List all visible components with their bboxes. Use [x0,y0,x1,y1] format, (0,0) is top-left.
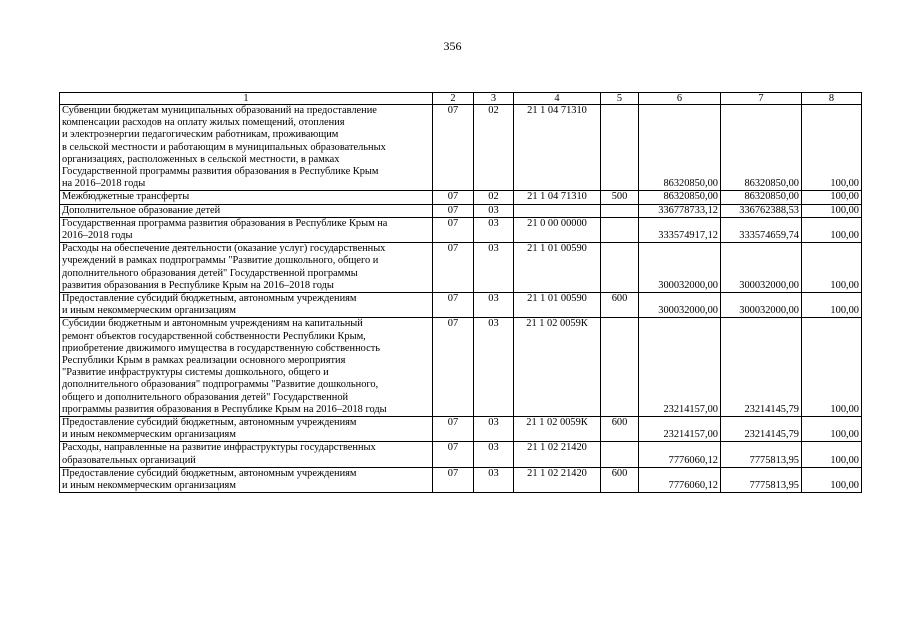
row-percent: 100,00 [802,191,862,204]
row-percent: 100,00 [802,243,862,293]
row-percent: 100,00 [802,204,862,217]
row-expense-type [601,243,639,293]
row-expense-type [601,442,639,467]
row-expense-type [601,204,639,217]
row-name: Субвенции бюджетам муниципальных образований на предоставление компенсации расходов на оплату жилых помещений, отопления и электроэнергии педагогическим работникам, проживающим в сельской местности и работающим в муниципальных образовательных организациях, расположенных в сельской местности, в рамках Государственной программы развития образования в Республике Крым на 2016–2018 годы [60,105,433,191]
table-row [60,318,862,417]
header-row [60,93,862,105]
header-cell: 4 [514,93,601,105]
row-section: 07 [433,442,474,467]
table-row [60,204,862,217]
header-cell: 8 [802,93,862,105]
row-actual: 23214145,79 [721,417,802,442]
row-actual: 7775813,95 [721,442,802,467]
row-plan: 336778733,12 [639,204,721,217]
row-name: Предоставление субсидий бюджетным, автономным учреждениям и иным некоммерческим организациям [60,417,433,442]
row-name: Межбюджетные трансферты [60,191,433,204]
row-actual: 300032000,00 [721,243,802,293]
row-actual: 333574659,74 [721,217,802,242]
row-plan: 7776060,12 [639,442,721,467]
row-section: 07 [433,293,474,318]
row-name: Расходы, направленные на развитие инфраструктуры государственных образовательных организаций [60,442,433,467]
row-subsection: 03 [474,467,514,492]
table-row [60,217,862,242]
row-section: 07 [433,105,474,191]
row-target-code: 21 1 01 00590 [514,293,601,318]
row-section: 07 [433,467,474,492]
row-expense-type [601,105,639,191]
row-section: 07 [433,417,474,442]
row-target-code: 21 1 02 21420 [514,442,601,467]
row-actual: 336762388,53 [721,204,802,217]
table-row [60,105,862,191]
row-target-code: 21 1 01 00590 [514,243,601,293]
row-subsection: 03 [474,217,514,242]
row-plan: 23214157,00 [639,318,721,417]
row-expense-type: 600 [601,417,639,442]
row-section: 07 [433,318,474,417]
row-name: Субсидии бюджетным и автономным учреждениям на капитальный ремонт объектов государственной собственности Республики Крым, приобретение движимого имущества в государственную собственность Республики Крым в рамках реализации основного мероприятия "Развитие инфраструктуры системы дошкольного, общего и дополнительного образования" подпрограммы "Развитие дошкольного, общего и дополнительного образования детей" Государственной программы развития образования в Республике Крым на 2016–2018 годы [60,318,433,417]
header-cell: 7 [721,93,802,105]
row-actual: 7775813,95 [721,467,802,492]
row-plan: 86320850,00 [639,191,721,204]
row-section: 07 [433,204,474,217]
table-row [60,417,862,442]
row-target-code: 21 1 04 71310 [514,191,601,204]
row-expense-type: 500 [601,191,639,204]
table-row [60,442,862,467]
row-actual: 86320850,00 [721,105,802,191]
budget-table [59,92,862,493]
row-percent: 100,00 [802,217,862,242]
header-cell: 1 [60,93,433,105]
row-subsection: 03 [474,243,514,293]
table-row [60,467,862,492]
row-plan: 7776060,12 [639,467,721,492]
row-name: Расходы на обеспечение деятельности (оказание услуг) государственных учреждений в рамках подпрограммы "Развитие дошкольного, общего и дополнительного образования детей" Государственной программы развития образования в Республике Крым на 2016–2018 годы [60,243,433,293]
table-row [60,243,862,293]
row-expense-type [601,318,639,417]
row-actual: 23214145,79 [721,318,802,417]
row-plan: 23214157,00 [639,417,721,442]
table-row [60,191,862,204]
row-subsection: 02 [474,105,514,191]
header-cell: 2 [433,93,474,105]
row-target-code: 21 1 02 21420 [514,467,601,492]
row-expense-type: 600 [601,467,639,492]
row-plan: 333574917,12 [639,217,721,242]
row-plan: 300032000,00 [639,243,721,293]
row-subsection: 03 [474,417,514,442]
row-target-code: 21 1 04 71310 [514,105,601,191]
row-percent: 100,00 [802,105,862,191]
row-percent: 100,00 [802,293,862,318]
page-number: 356 [443,39,462,53]
row-name: Государственная программа развития образования в Республике Крым на 2016–2018 годы [60,217,433,242]
header-cell: 6 [639,93,721,105]
row-name: Предоставление субсидий бюджетным, автономным учреждениям и иным некоммерческим организациям [60,293,433,318]
row-plan: 86320850,00 [639,105,721,191]
row-section: 07 [433,243,474,293]
row-subsection: 03 [474,293,514,318]
row-name: Предоставление субсидий бюджетным, автономным учреждениям и иным некоммерческим организациям [60,467,433,492]
row-target-code [514,204,601,217]
row-section: 07 [433,217,474,242]
header-cell: 3 [474,93,514,105]
row-name: Дополнительное образование детей [60,204,433,217]
row-subsection: 03 [474,318,514,417]
table-row [60,293,862,318]
row-percent: 100,00 [802,442,862,467]
row-actual: 86320850,00 [721,191,802,204]
row-percent: 100,00 [802,467,862,492]
row-percent: 100,00 [802,318,862,417]
row-percent: 100,00 [802,417,862,442]
row-subsection: 03 [474,204,514,217]
row-section: 07 [433,191,474,204]
row-target-code: 21 0 00 00000 [514,217,601,242]
row-expense-type: 600 [601,293,639,318]
row-plan: 300032000,00 [639,293,721,318]
row-actual: 300032000,00 [721,293,802,318]
header-cell: 5 [601,93,639,105]
row-subsection: 02 [474,191,514,204]
row-target-code: 21 1 02 0059К [514,318,601,417]
row-target-code: 21 1 02 0059К [514,417,601,442]
row-expense-type [601,217,639,242]
row-subsection: 03 [474,442,514,467]
